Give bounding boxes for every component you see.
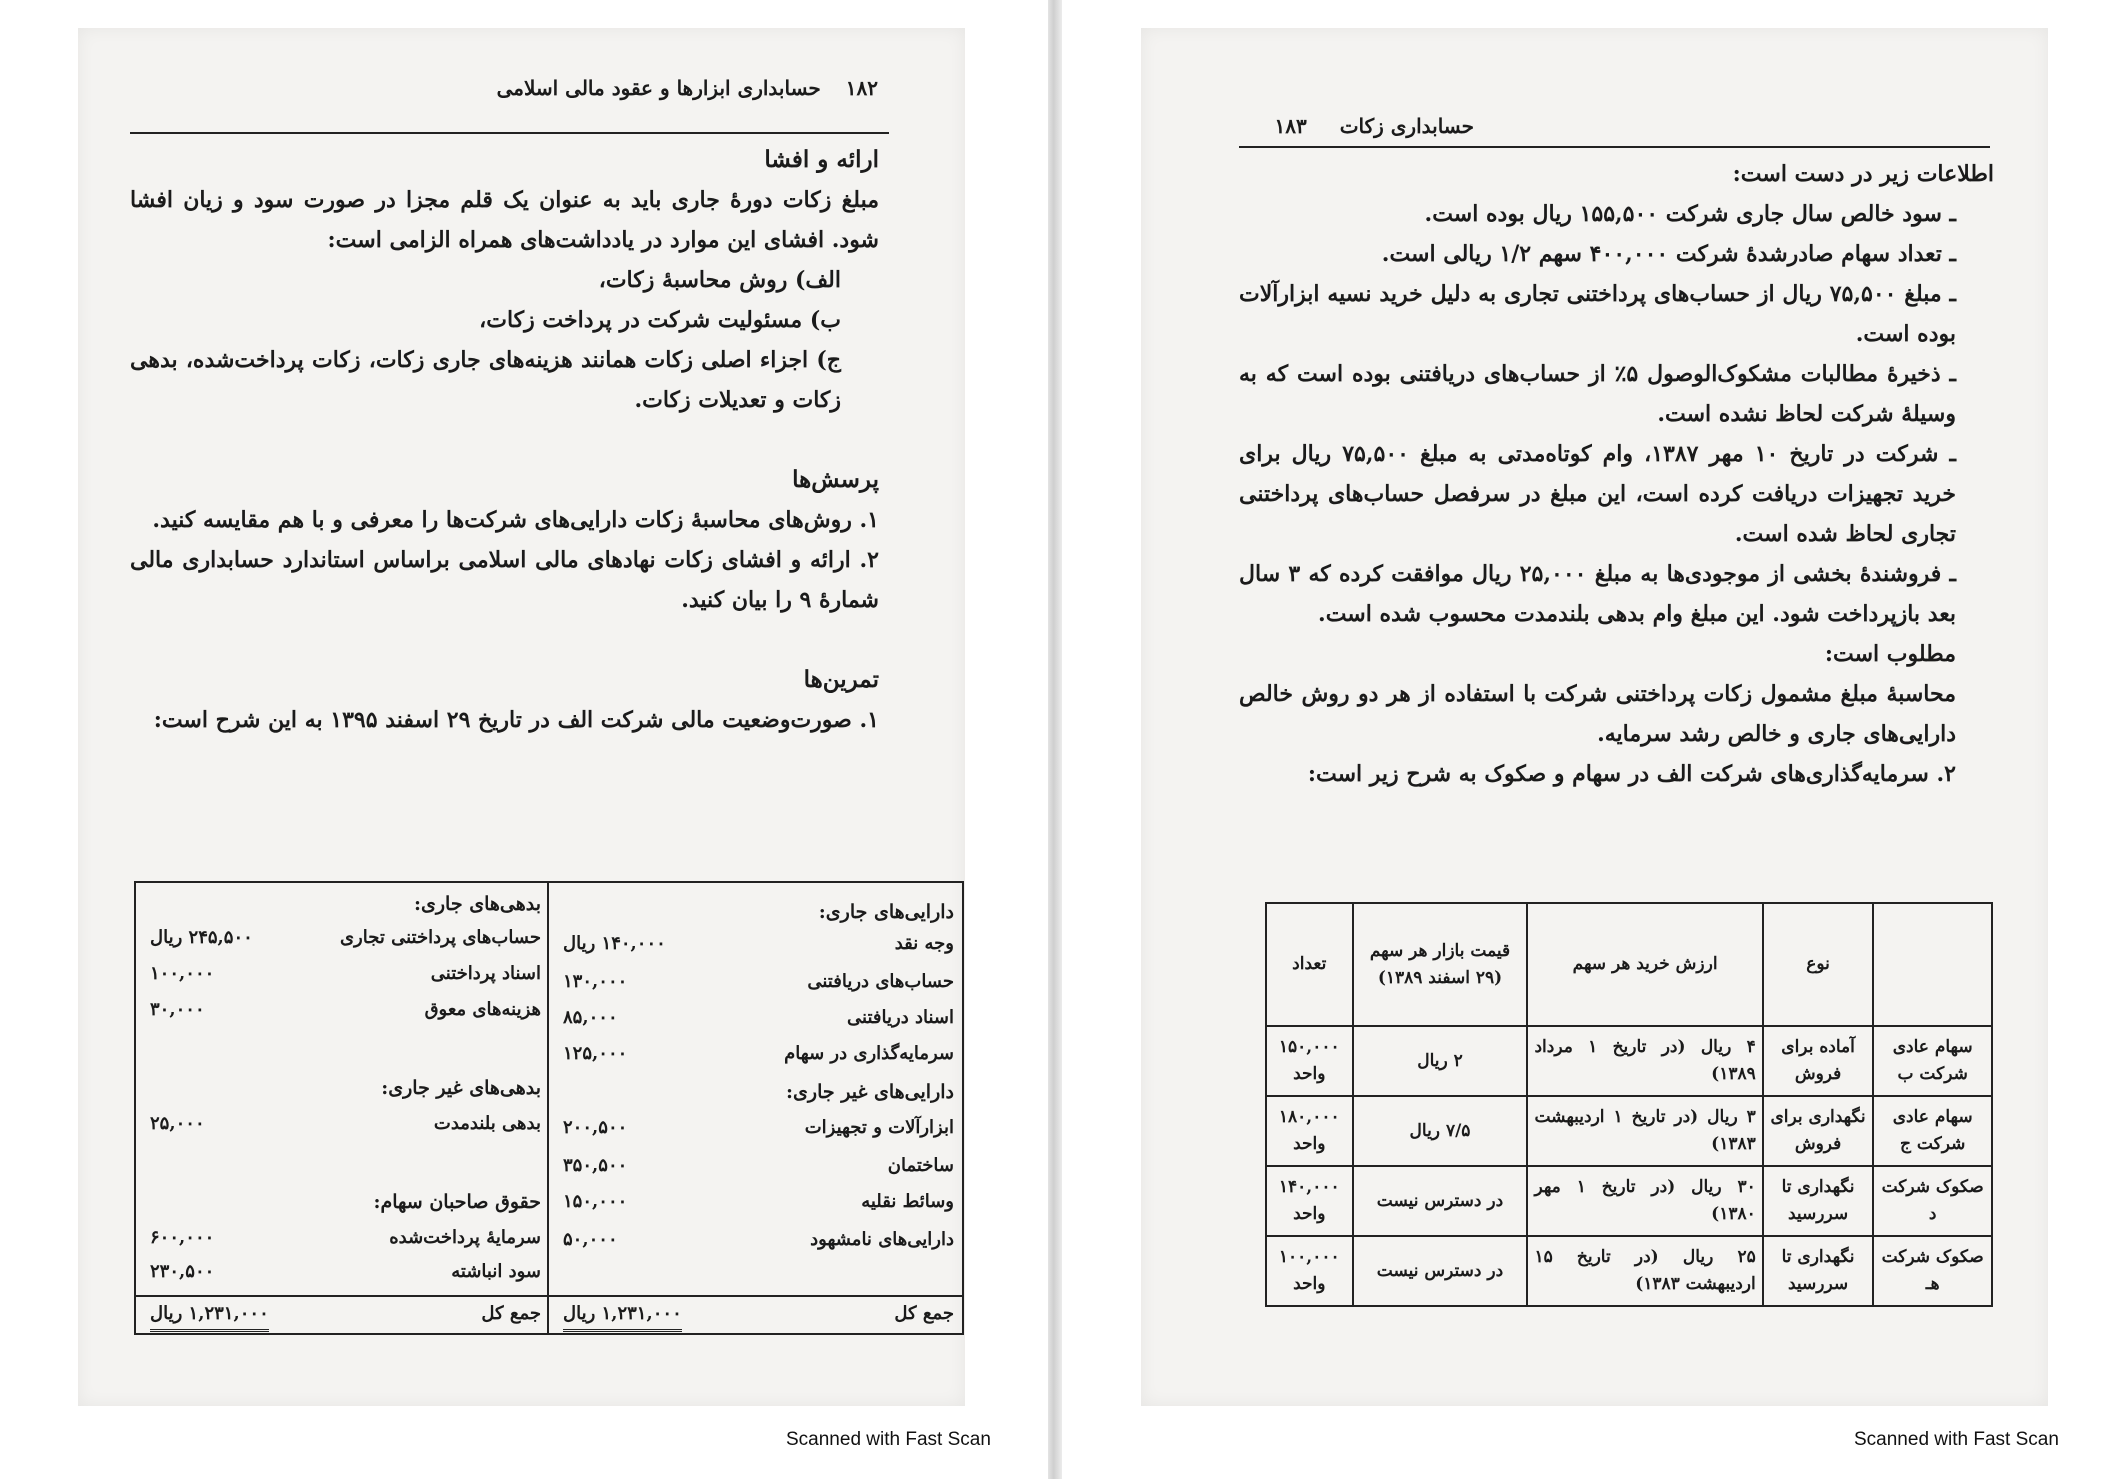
intro-text: اطلاعات زیر در دست است:	[1732, 161, 1994, 187]
section-title-exercises: تمرین‌ها	[803, 666, 879, 693]
bullet-item: ـ شرکت در تاریخ ۱۰ مهر ۱۳۸۷، وام کوتاه‌مدتی به مبلغ ۷۵,۵۰۰ ریال برای خرید تجهیزات دریافت کرده است، این مبلغ در سرفصل حساب‌های پرداختنی تجاری لحاظ شده است.	[1239, 441, 1957, 547]
table-row: وجه نقد ۱۴۰,۰۰۰ ریال	[563, 933, 954, 954]
table-row: ساختمان ۳۵۰,۵۰۰	[563, 1155, 954, 1176]
assets-noncurrent-title: دارایی‌های غیر جاری:	[786, 1081, 954, 1103]
table-cell: نگهداری تا سررسید	[1763, 1166, 1874, 1236]
required-title: مطلوب است:	[1824, 641, 1956, 667]
disclosure-item-c: ج) اجزاء اصلی زکات همانند هزینه‌های جاری زکات، زکات پرداخت‌شده، بدهی زکات و تعدیلات زکات.	[130, 347, 841, 413]
total-rule	[136, 1295, 962, 1297]
investments-table	[1265, 902, 1993, 1307]
table-cell: ۳۰ ریال (در تاریخ ۱ مهر ۱۳۸۰)	[1527, 1166, 1762, 1236]
disclosure-item-b: ب) مسئولیت شرکت در پرداخت زکات،	[479, 307, 841, 333]
table-row: سود انباشته ۲۳۰,۵۰۰	[150, 1261, 541, 1282]
table-row	[1266, 1236, 1992, 1306]
table-row: ابزارآلات و تجهیزات ۲۰۰,۵۰۰	[563, 1117, 954, 1138]
balance-sheet-table	[134, 881, 964, 1335]
table-cell: آماده برای فروش	[1763, 1026, 1874, 1096]
assets-column	[547, 883, 962, 1333]
bullet-item: ـ ذخیرهٔ مطالبات مشکوک‌الوصول ۵٪ از حساب‌های دریافتنی بوده است که به وسیلهٔ شرکت لحاظ نشده است.	[1239, 361, 1956, 427]
page-left	[78, 28, 965, 1406]
column-header: تعداد	[1266, 903, 1353, 1026]
table-row: حساب‌های پرداختنی تجاری ۲۴۵,۵۰۰ ریال	[150, 927, 541, 948]
section-title-questions: پرسش‌ها	[792, 466, 879, 493]
equity-title: حقوق صاحبان سهام:	[373, 1191, 541, 1213]
table-cell: در دسترس نیست	[1353, 1236, 1528, 1306]
table-cell: ۱۵۰,۰۰۰ واحد	[1266, 1026, 1353, 1096]
bullet-item: ـ مبلغ ۷۵,۵۰۰ ریال از حساب‌های پرداختنی تجاری به دلیل خرید نسیه ابزارآلات بوده است.	[1239, 281, 1956, 347]
assets-total-row: جمع کل ۱,۲۳۱,۰۰۰ ریال	[557, 1299, 954, 1329]
table-cell: نگهداری تا سررسید	[1763, 1236, 1874, 1306]
table-row: اسناد دریافتنی ۸۵,۰۰۰	[563, 1007, 954, 1028]
running-title-left: حسابداری ابزارها و عقود مالی اسلامی	[496, 76, 821, 100]
table-cell: سهام عادی شرکت ج	[1873, 1096, 1992, 1166]
bullet-item: ـ سود خالص سال جاری شرکت ۱۵۵,۵۰۰ ریال بوده است.	[1424, 201, 1956, 227]
table-cell: ۴ ریال (در تاریخ ۱ مرداد ۱۳۸۹)	[1527, 1026, 1762, 1096]
exercise-2-text: ۲. سرمایه‌گذاری‌های شرکت الف در سهام و صکوک به شرح زیر است:	[1307, 761, 1956, 787]
table-cell: ۳ ریال (در تاریخ ۱ اردیبهشت ۱۳۸۳)	[1527, 1096, 1762, 1166]
page-right	[1141, 28, 2048, 1406]
running-title-right: حسابداری زکات	[1339, 114, 1474, 138]
scan-watermark-left: Scanned with Fast Scan	[786, 1429, 991, 1450]
question-2: ۲. ارائه و افشای زکات نهادهای مالی اسلامی براساس استاندارد حسابداری مالی شمارهٔ ۹ را بیان کنید.	[130, 547, 879, 613]
table-row	[1266, 1096, 1992, 1166]
column-header: نوع	[1763, 903, 1874, 1026]
liab-noncurrent-title: بدهی‌های غیر جاری:	[381, 1077, 541, 1099]
table-row: بدهی بلندمدت ۲۵,۰۰۰	[150, 1113, 541, 1134]
bullet-item: ـ تعداد سهام صادرشدهٔ شرکت ۴۰۰,۰۰۰ سهم ۱/۲ ریالی است.	[1381, 241, 1956, 267]
page-number-right: ۱۸۳	[1274, 114, 1307, 138]
table-row: وسائط نقلیه ۱۵۰,۰۰۰	[563, 1191, 954, 1212]
table-row: حساب‌های دریافتنی ۱۳۰,۰۰۰	[563, 971, 954, 992]
running-header-right	[1275, 114, 1475, 138]
column-header: قیمت بازار هر سهم (۲۹ اسفند ۱۳۸۹)	[1353, 903, 1528, 1026]
table-cell: صکوک شرکت د	[1873, 1166, 1992, 1236]
section-title-disclosure: ارائه و افشا	[764, 146, 879, 173]
disclosure-paragraph: مبلغ زکات دورهٔ جاری باید به عنوان یک قلم مجزا در صورت سود و زیان افشا شود. افشای این موارد در یادداشت‌های همراه الزامی است:	[130, 187, 879, 253]
page-number-left: ۱۸۲	[845, 76, 878, 100]
scan-watermark-right: Scanned with Fast Scan	[1854, 1429, 2059, 1450]
table-cell: ۱۰۰,۰۰۰ واحد	[1266, 1236, 1353, 1306]
running-header-left	[497, 76, 878, 100]
left-body	[130, 140, 879, 740]
table-cell: ۲ ریال	[1353, 1026, 1528, 1096]
table-cell: در دسترس نیست	[1353, 1166, 1528, 1236]
table-cell: ۱۴۰,۰۰۰ واحد	[1266, 1166, 1353, 1236]
table-row: اسناد پرداختنی ۱۰۰,۰۰۰	[150, 963, 541, 984]
right-body	[1239, 154, 1994, 794]
column-header	[1873, 903, 1992, 1026]
liabilities-column	[136, 883, 549, 1333]
table-row: هزینه‌های معوق ۳۰,۰۰۰	[150, 999, 541, 1020]
assets-current-title: دارایی‌های جاری:	[818, 901, 954, 923]
table-cell: نگهداری برای فروش	[1763, 1096, 1874, 1166]
table-row: دارایی‌های نامشهود ۵۰,۰۰۰	[563, 1229, 954, 1250]
liab-total-row: جمع کل ۱,۲۳۱,۰۰۰ ریال	[144, 1299, 541, 1329]
table-cell: ۷/۵ ریال	[1353, 1096, 1528, 1166]
table-cell: ۲۵ ریال (در تاریخ ۱۵ اردیبهشت ۱۳۸۳)	[1527, 1236, 1762, 1306]
column-header: ارزش خرید هر سهم	[1527, 903, 1762, 1026]
liab-current-title: بدهی‌های جاری:	[413, 893, 541, 915]
header-rule-left	[130, 132, 889, 134]
table-row	[1266, 1026, 1992, 1096]
table-cell: صکوک شرکت هـ	[1873, 1236, 1992, 1306]
table-row: سرمایهٔ پرداخت‌شده ۶۰۰,۰۰۰	[150, 1227, 541, 1248]
bullet-item: ـ فروشندهٔ بخشی از موجودی‌ها به مبلغ ۲۵,۰۰۰ ریال موافقت کرده که ۳ سال بعد بازپرداخت شود. این مبلغ وام بدهی بلندمدت محسوب شده است.	[1239, 561, 1957, 627]
table-row: سرمایه‌گذاری در سهام ۱۲۵,۰۰۰	[563, 1043, 954, 1064]
table-cell: ۱۸۰,۰۰۰ واحد	[1266, 1096, 1353, 1166]
page-divider	[1048, 0, 1062, 1479]
exercise-1-text: ۱. صورت‌وضعیت مالی شرکت الف در تاریخ ۲۹ اسفند ۱۳۹۵ به این شرح است:	[153, 707, 879, 733]
required-text: محاسبهٔ مبلغ مشمول زکات پرداختنی شرکت با استفاده از هر دو روش خالص دارایی‌های جاری و خالص رشد سرمایه.	[1239, 681, 1956, 747]
table-header-row	[1266, 903, 1992, 1026]
disclosure-item-a: الف) روش محاسبهٔ زکات،	[598, 267, 841, 293]
question-1: ۱. روش‌های محاسبهٔ زکات دارایی‌های شرکت‌ها را معرفی و با هم مقایسه کنید.	[152, 507, 879, 533]
table-row	[1266, 1166, 1992, 1236]
table-cell: سهام عادی شرکت ب	[1873, 1026, 1992, 1096]
header-rule-right	[1239, 146, 1990, 148]
